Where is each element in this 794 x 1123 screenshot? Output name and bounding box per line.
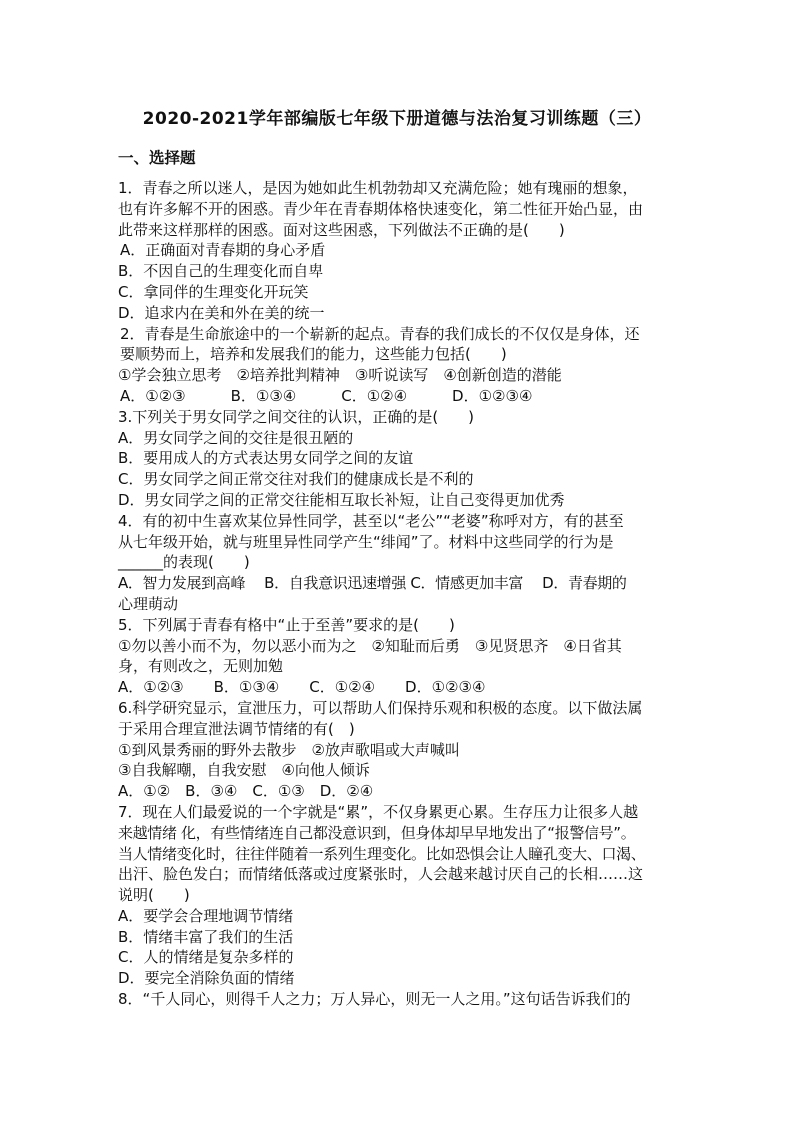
q5-choices-line-1: ①勿以善小而不为，勿以恶小而为之 ②知耻而后勇 ③见贤思齐 ④日省其	[118, 636, 622, 655]
q1-option-b: B．不因自己的生理变化而自卑	[118, 262, 324, 281]
q4-options: A．智力发展到高峰 B．自我意识迅速增强 C．情感更加丰富 D．青春期的	[118, 574, 627, 593]
q2-stem-line-2: 要顺势而上，培养和发展我们的能力，这些能力包括( )	[120, 345, 507, 364]
q6-stem-line-2: 于采用合理宣泄法调节情绪的有( )	[118, 719, 355, 738]
q6-options: A．①② B．③④ C．①③ D．②④	[118, 782, 374, 801]
q8-stem-line-1: 8．“千人同心，则得千人之力；万人异心，则无一人之用。”这句话告诉我们的	[118, 990, 631, 1009]
q6-choices-line-2: ③自我解嘲，自我安慰 ④向他人倾诉	[118, 761, 370, 780]
q3-option-d: D．男女同学之间的正常交往能相互取长补短，让自己变得更加优秀	[118, 490, 565, 509]
q7-stem-line-5: 说明( )	[118, 886, 190, 905]
q1-option-d: D．追求内在美和外在美的统一	[118, 303, 325, 322]
q2-options: A．①②③ B．①③④ C．①②④ D．①②③④	[120, 386, 533, 405]
q1-stem-line-3: 此带来这样那样的困惑。面对这些困惑，下列做法不正确的是( )	[118, 220, 565, 239]
page-title: 2020-2021学年部编版七年级下册道德与法治复习训练题（三）	[142, 109, 652, 129]
q7-option-c: C．人的情绪是复杂多样的	[118, 948, 294, 967]
q4-options-continued: 心理萌动	[118, 594, 179, 613]
question-list	[118, 178, 680, 1010]
q5-choices-line-2: 身，有则改之，无则加勉	[118, 657, 284, 676]
q5-stem: 5．下列属于青春有格中“止于至善”要求的是( )	[118, 615, 455, 634]
q7-stem-line-2: 来越情绪 化，有些情绪连自己都没意识到，但身体却早早地发出了“报警信号”。	[118, 823, 636, 842]
q7-option-b: B．情绪丰富了我们的生活	[118, 927, 294, 946]
q3-option-c: C．男女同学之间正常交往对我们的健康成长是不利的	[118, 470, 474, 489]
q7-option-d: D．要完全消除负面的情绪	[118, 969, 295, 988]
q1-option-a: A．正确面对青春期的身心矛盾	[120, 241, 326, 260]
q1-stem-line-1: 1．青春之所以迷人，是因为她如此生机勃勃却又充满危险；她有瑰丽的想象，	[118, 179, 638, 197]
q4-stem-line-2: 从七年级开始，就与班里异性同学产生“绯闻”了。材料中这些同学的行为是	[118, 532, 614, 551]
q6-choices-line-1: ①到风景秀丽的野外去散步 ②放声歌唱或大声喊叫	[118, 740, 460, 759]
q3-option-b: B．要用成人的方式表达男女同学之间的友谊	[118, 449, 414, 468]
q5-options: A．①②③ B．①③④ C．①②④ D．①②③④	[118, 678, 486, 697]
section-heading: 一、选择题	[118, 149, 196, 167]
q7-stem-line-3: 当人情绪变化时，往往伴随着一系列生理变化。比如恐惧会让人瞳孔变大、口渴、	[118, 844, 646, 863]
q1-option-c: C．拿同伴的生理变化开玩笑	[118, 282, 309, 301]
q2-choices: ①学会独立思考 ②培养批判精神 ③听说读写 ④创新创造的潜能	[118, 366, 562, 385]
q3-stem: 3.下列关于男女同学之间交往的认识，正确的是( )	[118, 407, 475, 426]
q6-stem-line-1: 6.科学研究显示，宣泄压力，可以帮助人们保持乐观和积极的态度。以下做法属	[118, 698, 643, 717]
q2-stem-line-1: 2．青春是生命旅途中的一个崭新的起点。青春的我们成长的不仅仅是身体，还	[120, 324, 640, 343]
q7-stem-line-1: 7．现在人们最爱说的一个字就是“累”，不仅身累更心累。生存压力让很多人越	[118, 802, 639, 821]
q3-option-a: A．男女同学之间的交往是很丑陋的	[118, 428, 354, 447]
q4-stem-line-3: ______的表现( )	[118, 553, 250, 572]
q7-option-a: A．要学会合理地调节情绪	[118, 906, 294, 925]
q1-stem-line-2: 也有许多解不开的困惑。青少年在青春期体格快速变化，第二性征开始凸显，由	[118, 199, 644, 218]
q4-stem-line-1: 4．有的初中生喜欢某位异性同学，甚至以“老公”“老婆”称呼对方，有的甚至	[118, 511, 624, 530]
q7-stem-line-4: 出汗、脸色发白；而情绪低落或过度紧张时，人会越来越讨厌自己的长相……这	[118, 865, 644, 884]
